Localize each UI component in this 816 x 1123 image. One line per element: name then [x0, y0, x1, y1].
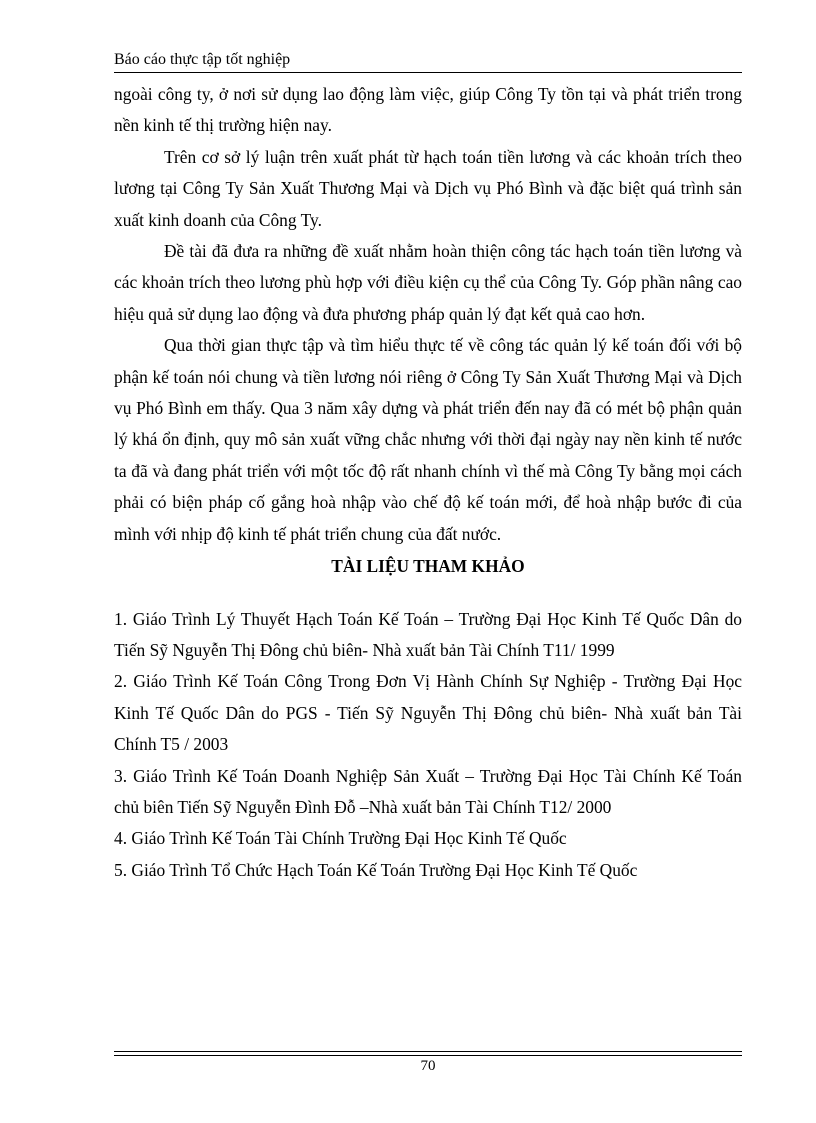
page-content: [114, 79, 742, 886]
references-title: TÀI LIỆU THAM KHẢO: [331, 556, 525, 577]
body-paragraph: Qua thời gian thực tập và tìm hiểu thực tế về công tác quản lý kế toán đối với bộ phận kế toán nói chung và tiền lương nói riêng ở Công Ty Sản Xuất Thương Mại và Dịch vụ Phó Bình em thấy. Qua 3 năm xây dựng và phát triển đến nay đã có mét bộ phận quản lý khá ổn định, quy mô sản xuất vững chắc nhưng với thời đại ngày nay nền kinh tế nước ta đã và đang phát triển với một tốc độ rất nhanh chính vì thế mà Công Ty bằng mọi cách phải có biện pháp cố gắng hoà nhập vào chế độ kế toán mới, để hoà nhập bước đi của mình với nhịp độ kinh tế phát triển chung của đất nước.: [114, 335, 742, 544]
header-rule: [114, 72, 742, 73]
body-paragraph: Đề tài đã đưa ra những đề xuất nhằm hoàn thiện công tác hạch toán tiền lương và các khoản trích theo lương phù hợp với điều kiện cụ thể của Công Ty. Góp phần nâng cao hiệu quả sử dụng lao động và đưa phương pháp quản lý đạt kết quả cao hơn.: [114, 241, 742, 324]
reference-item: 5. Giáo Trình Tổ Chức Hạch Toán Kế Toán Trường Đại Học Kinh Tế Quốc: [114, 859, 638, 880]
footer-rule: [114, 1051, 742, 1056]
body-paragraph: Trên cơ sở lý luận trên xuất phát từ hạch toán tiền lương và các khoản trích theo lương tại Công Ty Sản Xuất Thương Mại và Dịch vụ Phó Bình và đặc biệt quá trình sản xuất kinh doanh của Công Ty.: [114, 146, 742, 230]
reference-item: 1. Giáo Trình Lý Thuyết Hạch Toán Kế Toán – Trường Đại Học Kinh Tế Quốc Dân do Tiến Sỹ Nguyễn Thị Đông chủ biên- Nhà xuất bản Tài Chính T11/ 1999: [114, 608, 742, 660]
reference-item: 3. Giáo Trình Kế Toán Doanh Nghiệp Sản Xuất – Trường Đại Học Tài Chính Kế Toán chủ biên Tiến Sỹ Nguyễn Đình Đỗ –Nhà xuất bản Tài Chính T12/ 2000: [114, 765, 742, 817]
body-paragraph: ngoài công ty, ở nơi sử dụng lao động làm việc, giúp Công Ty tồn tại và phát triển trong nền kinh tế thị trường hiện nay.: [114, 84, 742, 136]
page-header: Báo cáo thực tập tốt nghiệp: [114, 51, 291, 68]
page-number: 70: [420, 1058, 436, 1074]
reference-item: 2. Giáo Trình Kế Toán Công Trong Đơn Vị Hành Chính Sự Nghiệp - Trường Đại Học Kinh Tế Quốc Dân do PGS - Tiến Sỹ Nguyễn Thị Đông chủ biên- Nhà xuất bản Tài Chính T5 / 2003: [114, 671, 742, 755]
reference-item: 4. Giáo Trình Kế Toán Tài Chính Trường Đại Học Kinh Tế Quốc: [114, 828, 567, 849]
